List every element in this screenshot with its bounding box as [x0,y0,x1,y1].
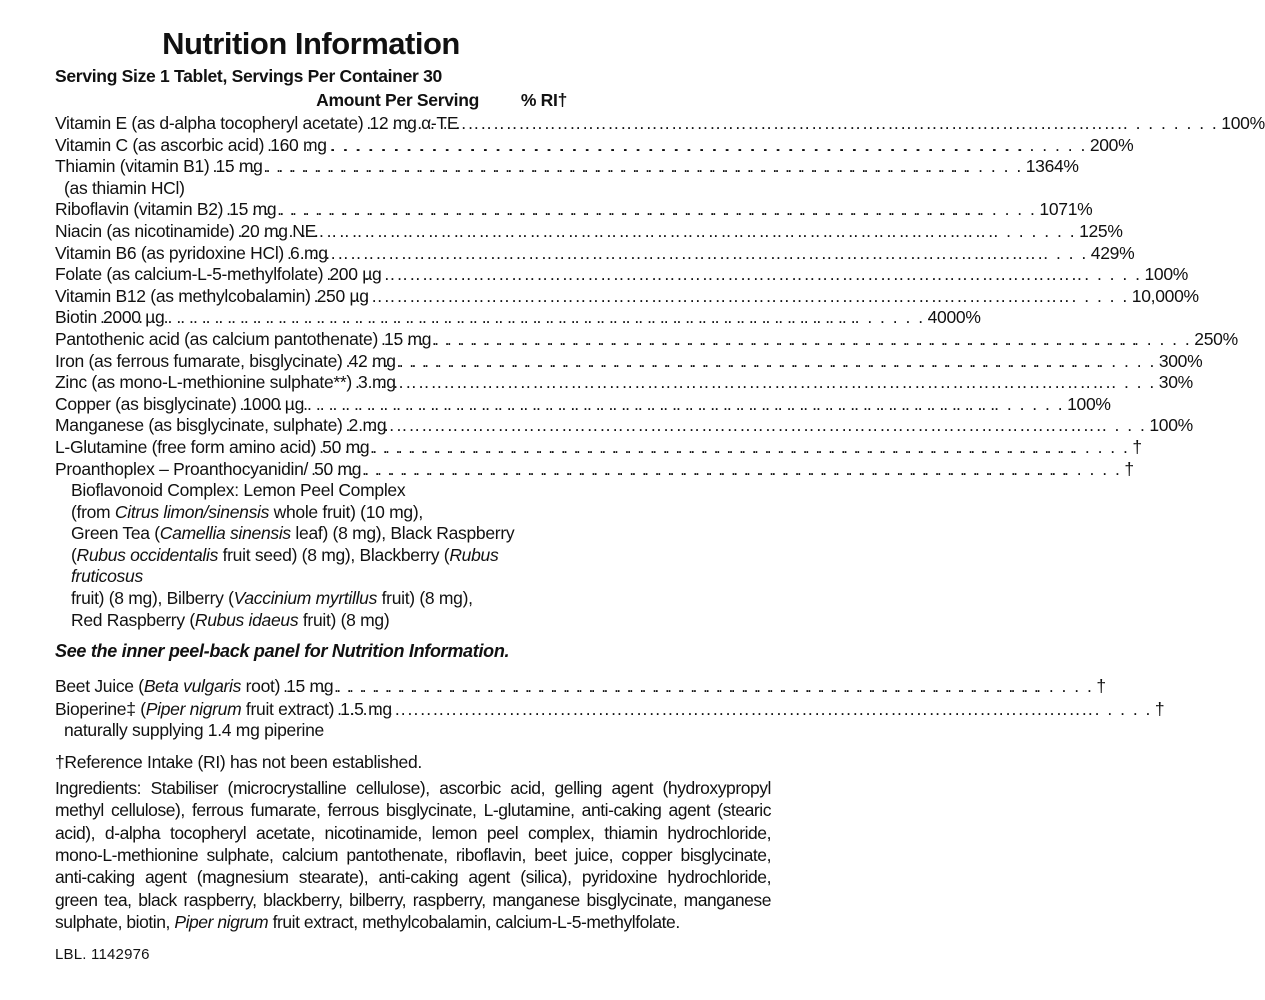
nutrient-amount: 6 mg [289,242,328,263]
text-segment: Vaccinium myrtillus [233,588,378,609]
ingredients-paragraph [55,777,771,934]
nutrient-table [55,113,1265,631]
nutrient-row [55,156,1079,178]
column-header-amount: Amount Per Serving [316,90,479,110]
text-segment: Rubus occidentalis [76,544,219,565]
nutrient-amount: 15 mg [384,328,432,349]
nutrient-ri: 30% [1158,372,1193,393]
text-segment: fruit) (8 mg), Bilberry ( [71,588,234,609]
nutrient-ri: † [1154,698,1165,719]
nutrient-ri: 250% [1194,328,1238,349]
label-code: LBL. 1142976 [55,945,150,963]
nutrient-ri: 429% [1090,242,1135,263]
nutrient-row [55,199,1093,221]
nutrient-ri: 100% [1067,393,1111,414]
ri-cell [396,351,1203,373]
text-segment: (from [71,501,115,522]
nutrient-row [55,328,1238,351]
nutrient-ri: 4000% [927,307,981,328]
nutrient-ri: 300% [1158,350,1203,371]
nutrient-row [55,113,1265,135]
nutrition-table-section [55,26,1265,631]
peel-back-note: See the inner peel-back panel for Nutrition Information. [55,641,510,662]
text-segment: Rubus fruticosus [71,544,499,587]
ri-cell [304,394,1111,416]
ri-cell [361,459,1134,481]
nutrient-subline [55,523,567,545]
dot-leader [361,459,1124,481]
nutrient-ri: 10,000% [1131,285,1199,306]
nutrient-row [55,264,1189,286]
nutrient-amount: 3 mg [357,372,396,393]
nutrient-row [55,307,981,329]
nutrient-ri: † [1132,436,1142,457]
nutrient-ri: † [1096,676,1106,697]
text-segment: fruit) (8 mg) [298,609,390,630]
supplement-table [55,675,1165,742]
nutrient-amount: 15 mg [229,199,277,220]
nutrient-row [55,393,1111,416]
text-segment: whole fruit) (10 mg), [269,501,423,522]
reference-intake-note: †Reference Intake (RI) has not been established. [55,751,422,772]
text-segment: Camellia sinensis [159,523,291,544]
nutrient-name: Vitamin B12 (as methylcobalamin) [55,285,311,306]
ri-cell [333,675,1106,698]
nutrient-ri: 125% [1079,220,1123,241]
nutrient-subline [55,720,742,742]
ri-cell [431,329,1238,351]
ri-cell [327,135,1134,157]
nutrient-amount: 20 mg NE [240,220,316,241]
nutrient-subline [55,545,567,588]
dot-leader [369,437,1132,459]
nutrient-ri: 100% [1149,415,1193,436]
text-segment: fruit extract) [241,698,335,719]
nutrient-amount: 1000 µg [242,393,305,414]
dot-leader [392,698,1155,721]
page-title: Nutrition Information [162,26,460,61]
nutrient-row [55,134,1134,157]
serving-size-line: Serving Size 1 Tablet, Servings Per Container 30 [55,66,442,86]
nutrient-amount: 200 µg [329,264,382,285]
ri-cell [396,372,1193,394]
nutrient-amount: 1.5 mg [340,698,392,719]
dot-leader [263,156,1026,178]
text-segment: Bioflavonoid Complex: Lemon Peel Complex [71,480,406,501]
text-segment: fruit extract, methylcobalamin, calcium-L-5-methylfolate. [268,912,680,933]
ri-cell [316,221,1123,243]
ri-cell [328,243,1135,265]
nutrient-row [55,436,1142,459]
nutrient-name: Niacin (as nicotinamide) [55,220,235,241]
text-segment: Red Raspberry ( [71,609,195,630]
text-segment: Green Tea ( [71,523,160,544]
text-segment: naturally supplying 1.4 mg piperine [64,720,324,741]
text-segment: ( [71,544,77,565]
nutrient-ri: 200% [1089,134,1134,155]
nutrient-row [55,415,1193,437]
nutrient-amount: 250 µg [316,285,369,306]
nutrient-row [55,675,1106,698]
nutrient-row [55,220,1123,243]
text-segment: Piper nigrum [145,698,242,719]
dot-leader [458,113,1221,135]
nutrient-amount: 50 mg [322,436,370,457]
nutrient-row [55,698,1165,721]
nutrient-subline [55,480,567,502]
nutrient-subline [55,502,567,524]
ri-cell [381,264,1188,286]
nutrient-name: L-Glutamine (free form amino acid) [55,436,317,457]
column-header-ri: % RI† [520,90,567,110]
text-segment: Beta vulgaris [143,676,242,697]
text-segment: root) [241,676,281,697]
nutrient-amount: 15 mg [286,676,334,697]
text-segment: Citrus limon/sinensis [114,501,270,522]
nutrient-name: Riboflavin (vitamin B2) [55,199,224,220]
text-segment: leaf) (8 mg), Black Raspberry [290,523,515,544]
text-segment: Beet Juice ( [55,676,144,697]
dot-leader [396,351,1159,373]
nutrient-amount: 50 mg [314,458,362,479]
nutrient-name: Pantothenic acid (as calcium pantothenate) [55,328,379,349]
ri-cell [386,415,1193,437]
nutrient-ri: † [1124,458,1134,479]
nutrient-name: Vitamin B6 (as pyridoxine HCl) [55,242,284,263]
table-header-row [55,90,567,111]
dot-leader [165,307,928,329]
nutrient-amount: 2 mg [348,415,387,436]
nutrient-name: Thiamin (vitamin B1) [55,156,210,177]
nutrient-amount: 160 mg [270,134,327,155]
dot-leader [381,264,1144,286]
nutrient-subline [55,178,567,200]
nutrient-ri: 100% [1221,113,1265,133]
nutrient-name: Folate (as calcium-L-5-methylfolate) [55,264,324,285]
text-segment: fruit) (8 mg), [377,588,473,609]
nutrient-amount: 12 mg α-TE [369,113,459,133]
nutrient-name: Iron (as ferrous fumarate, bisglycinate) [55,350,343,371]
dot-leader [304,394,1067,416]
nutrient-name: Copper (as bisglycinate) [55,393,237,414]
nutrient-row [55,458,1134,481]
nutrient-row [55,242,1135,265]
text-segment: Ingredients: Stabiliser (microcrystalline cellulose), ascorbic acid, gelling agent (hydroxypropyl methyl cellulose), ferrous fumarate, ferrous bisglycinate, L-glutamine, anti-caking agent (stearic acid), d-alpha tocopheryl acetate, nicotinamide, lemon peel complex, thiamin hydrochloride, mono-L-methionine sulphate, calcium pantothenate, riboflavin, beet juice, copper bisglycinate, anti-caking agent (magnesium stearate), anti-caking agent (silica), pyridoxine hydrochloride, green tea, black raspberry, blackberry, bilberry, raspberry, manganese bisglycinate, manganese sulphate, biotin, [55,777,771,933]
ri-cell [165,307,981,329]
text-segment: fruit seed) (8 mg), Blackberry ( [218,544,450,565]
nutrient-ri: 1071% [1039,199,1093,220]
dot-leader [386,415,1149,437]
nutrient-row [55,285,1199,308]
nutrient-row [55,372,1193,394]
nutrient-ri: 100% [1144,264,1189,285]
nutrient-name: Vitamin C (as ascorbic acid) [55,134,265,155]
dot-leader [327,135,1090,157]
nutrient-subline [55,610,567,632]
ri-cell [369,286,1199,308]
nutrient-name: Vitamin E (as d-alpha tocopheryl acetate) [55,113,364,133]
dot-leader [431,329,1194,351]
ri-cell [276,199,1092,221]
dot-leader [328,243,1091,265]
nutrient-name: Proanthoplex – Proanthocyanidin/ [55,458,309,479]
text-segment: (as thiamin HCl) [64,177,185,198]
nutrient-name [55,675,280,698]
text-segment: Bioperine‡ ( [55,698,146,719]
dot-leader [276,199,1039,221]
nutrient-name: Zinc (as mono-L-methionine sulphate**) [55,372,352,393]
nutrient-amount: 15 mg [215,156,263,177]
nutrient-row [55,350,1203,373]
text-segment: Rubus idaeus [194,609,299,630]
nutrient-name [55,698,334,721]
nutrient-name: Biotin [55,307,97,328]
ri-cell [458,113,1265,135]
dot-leader [333,675,1096,698]
ri-cell [392,698,1165,721]
nutrient-amount: 2000 µg [102,307,165,328]
ri-cell [369,437,1142,459]
nutrient-subline [55,588,567,610]
ri-cell [263,156,1079,178]
dot-leader [396,372,1159,394]
dot-leader [369,286,1132,308]
nutrient-ri: 1364% [1025,156,1079,177]
nutrient-amount: 42 mg [348,350,396,371]
nutrient-name: Manganese (as bisglycinate, sulphate) [55,415,343,436]
dot-leader [316,221,1079,243]
text-segment: Piper nigrum [174,912,269,933]
